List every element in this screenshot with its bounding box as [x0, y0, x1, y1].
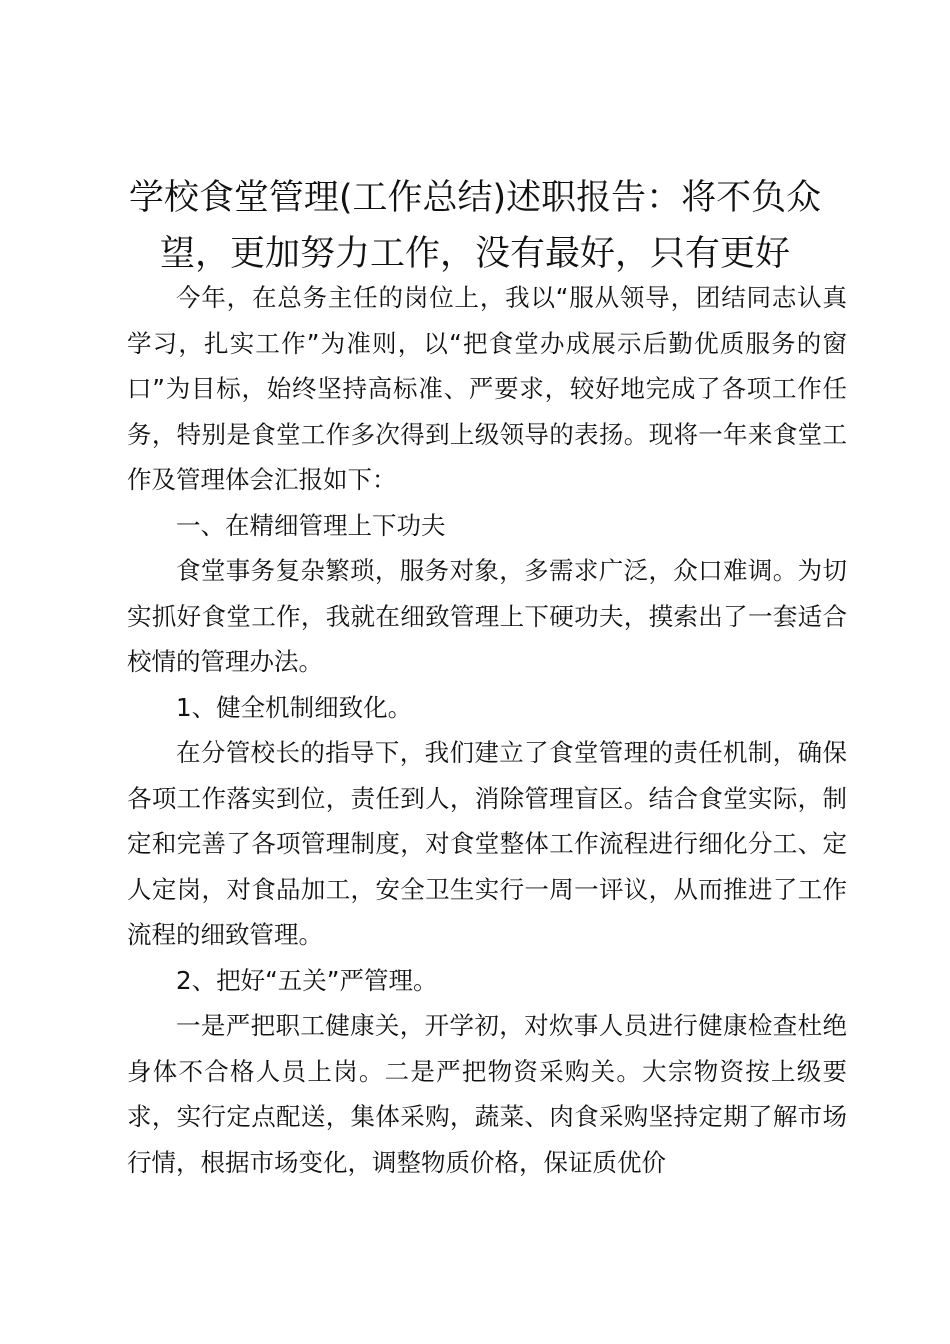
subheading-2: 2、把好“五关”严管理。: [176, 965, 438, 995]
section-heading-1: 一、在精细管理上下功夫: [176, 510, 446, 540]
paragraph-subsection-2: 一是严把职工健康关，开学初，对炊事人员进行健康检查杜绝身体不合格人员上岗。二是严把物资采购关。大宗物资按上级要求，实行定点配送，集体采购，蔬菜、肉食采购坚持定期了解市场行情，根据市场变化，调整物质价格，保证质优价: [127, 1011, 847, 1177]
document-title: 学校食堂管理(工作总结)述职报告：将不负众望，更加努力工作，没有最好，只有更好: [128, 178, 822, 274]
paragraph-section-1: 食堂事务复杂繁琐，服务对象，多需求广泛，众口难调。为切实抓好食堂工作，我就在细致管理上下硬功夫，摸索出了一套适合校情的管理办法。: [127, 556, 847, 676]
paragraph-intro: 今年，在总务主任的岗位上，我以“服从领导，团结同志认真学习，扎实工作”为准则，以“把食堂办成展示后勤优质服务的窗口”为目标，始终坚持高标准、严要求，较好地完成了各项工作任务，特别是食堂工作多次得到上级领导的表扬。现将一年来食堂工作及管理体会汇报如下：: [127, 283, 847, 494]
subheading-1: 1、健全机制细致化。: [176, 692, 413, 722]
document-body: [127, 275, 847, 1185]
paragraph-subsection-1: 在分管校长的指导下，我们建立了食堂管理的责任机制，确保各项工作落实到位，责任到人，消除管理盲区。结合食堂实际，制定和完善了各项管理制度，对食堂整体工作流程进行细化分工、定人定岗，对食品加工，安全卫生实行一周一评议，从而推进了工作流程的细致管理。: [127, 738, 847, 949]
